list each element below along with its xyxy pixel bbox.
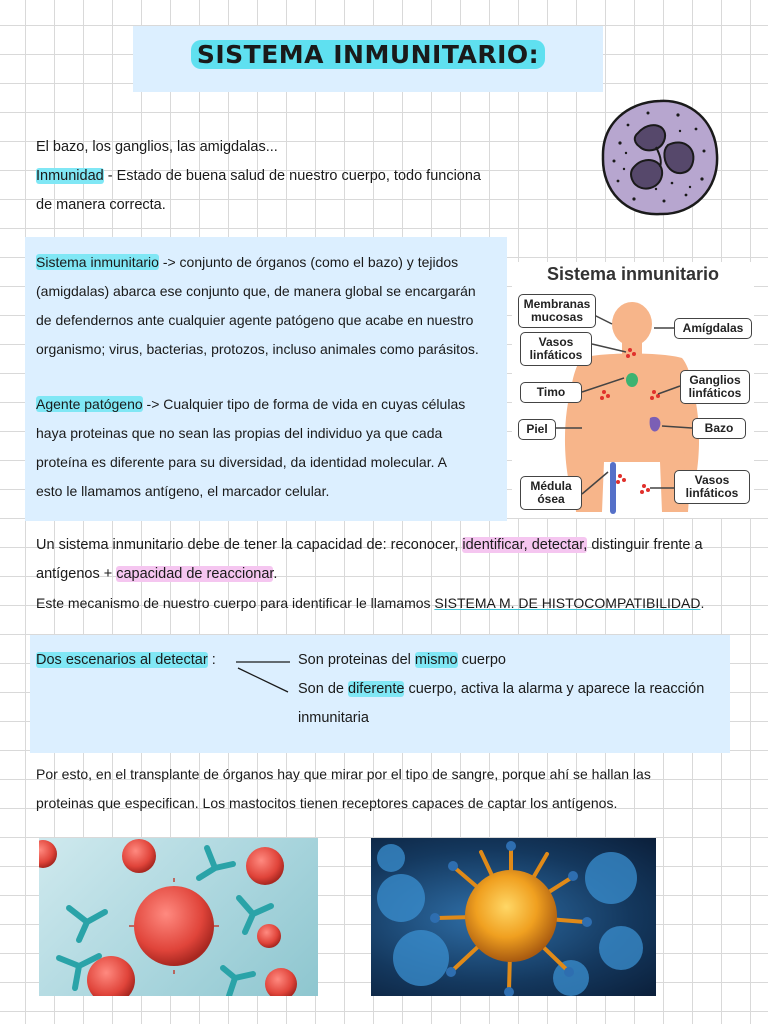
escenarios-label: Dos escenarios al detectar <box>36 652 208 668</box>
capacidad-line-1 <box>36 531 756 560</box>
capacidad-text-1: Un sistema inmunitario debe de tener la capacidad de: reconocer, <box>36 537 463 553</box>
inmunidad-definition <box>36 162 596 191</box>
diagram-label-bazo: Bazo <box>692 418 746 439</box>
intro-line-1: El bazo, los ganglios, las amigdalas... <box>36 139 278 155</box>
escenarios-colon: : <box>207 652 216 668</box>
capacidad-highlight-2: capacidad de reaccionar <box>116 566 274 582</box>
escenario-2-highlight: diferente <box>348 681 405 697</box>
capacidad-line-2 <box>36 560 756 589</box>
agente-line-2: haya proteinas que no sean las propias del individuo ya que cada <box>36 425 443 441</box>
sistema-line-4: organismo; virus, bacterias, protozos, incluso animales como parásitos. <box>36 341 479 357</box>
diagram-label-vasos-right: Vasos linfáticos <box>674 470 750 504</box>
histo-text: Este mecanismo de nuestro cuerpo para identificar le llamamos <box>36 595 435 611</box>
escenarios-label-line <box>36 646 236 675</box>
immune-system-diagram <box>512 262 754 518</box>
escenario-1-post: cuerpo <box>457 652 506 668</box>
agente-term: Agente patógeno <box>36 396 143 412</box>
capacidad-text-3: antígenos + <box>36 566 117 582</box>
sistema-line-2: (amigdalas) abarca ese conjunto que, de manera global se encargarán <box>36 283 476 299</box>
page-title-text: SISTEMA INMUNITARIO: <box>191 40 545 69</box>
transplante-line-1: Por esto, en el transplante de órganos hay que mirar por el tipo de sangre, porque ahí se hallan las <box>36 766 651 782</box>
diagram-label-medula: Médula ósea <box>520 476 582 510</box>
escenario-2-line2: inmunitaria <box>298 710 369 726</box>
diagram-title: Sistema inmunitario <box>546 264 720 284</box>
orange-virus-image <box>371 838 656 996</box>
agente-line-4: esto le llamamos antígeno, el marcador celular. <box>36 483 330 499</box>
neutrophil-cell-illustration <box>598 95 722 219</box>
transplante-line-2: proteinas que especifican. Los mastocitos tienen receptores capaces de captar los antígenos. <box>36 795 618 811</box>
sistema-line-1 <box>36 248 506 277</box>
agente-line-3: proteína es diferente para su diversidad, da identidad molecular. A <box>36 454 447 470</box>
diagram-label-amigdalas: Amígdalas <box>674 318 752 339</box>
capacidad-text-2: distinguir frente a <box>587 537 703 553</box>
agente-line1-text: -> Cualquier tipo de forma de vida en cuyas células <box>142 396 466 412</box>
inmunidad-term: Inmunidad <box>36 168 104 184</box>
sistema-term: Sistema inmunitario <box>36 254 159 270</box>
sistema-line1-text: -> conjunto de órganos (como el bazo) y tejidos <box>158 254 459 270</box>
diagram-label-timo: Timo <box>520 382 582 403</box>
inmunidad-def-line2: de manera correcta. <box>36 197 166 213</box>
sistema-line-3: de defendernos ante cualquier agente patógeno que acabe en nuestro <box>36 312 474 328</box>
histo-term: SISTEMA M. DE HISTOCOMPATIBILIDAD <box>434 595 701 611</box>
escenario-1-pre: Son proteinas del <box>298 652 415 668</box>
escenario-1 <box>298 646 718 675</box>
diagram-label-ganglios: Ganglios linfáticos <box>680 370 750 404</box>
branch-lines <box>234 656 294 696</box>
capacidad-line-3 <box>36 589 761 618</box>
diagram-label-vasos-left: Vasos linfáticos <box>520 332 592 366</box>
inmunidad-def-line1: - Estado de buena salud de nuestro cuerpo, todo funciona <box>103 168 481 184</box>
diagram-label-piel: Piel <box>518 419 556 440</box>
escenario-2 <box>298 675 728 704</box>
page-title <box>133 40 603 69</box>
histo-end: . <box>700 595 705 611</box>
diagram-label-membranas: Membranas mucosas <box>518 294 596 328</box>
escenario-2-post: cuerpo, activa la alarma y aparece la reacción <box>404 681 705 697</box>
agente-line-1 <box>36 390 506 419</box>
capacidad-text-4: . <box>273 566 278 582</box>
virus-antibodies-image <box>39 838 318 996</box>
escenario-1-highlight: mismo <box>414 652 458 668</box>
capacidad-highlight-1: identificar, detectar, <box>462 537 588 553</box>
escenario-2-pre: Son de <box>298 681 348 697</box>
